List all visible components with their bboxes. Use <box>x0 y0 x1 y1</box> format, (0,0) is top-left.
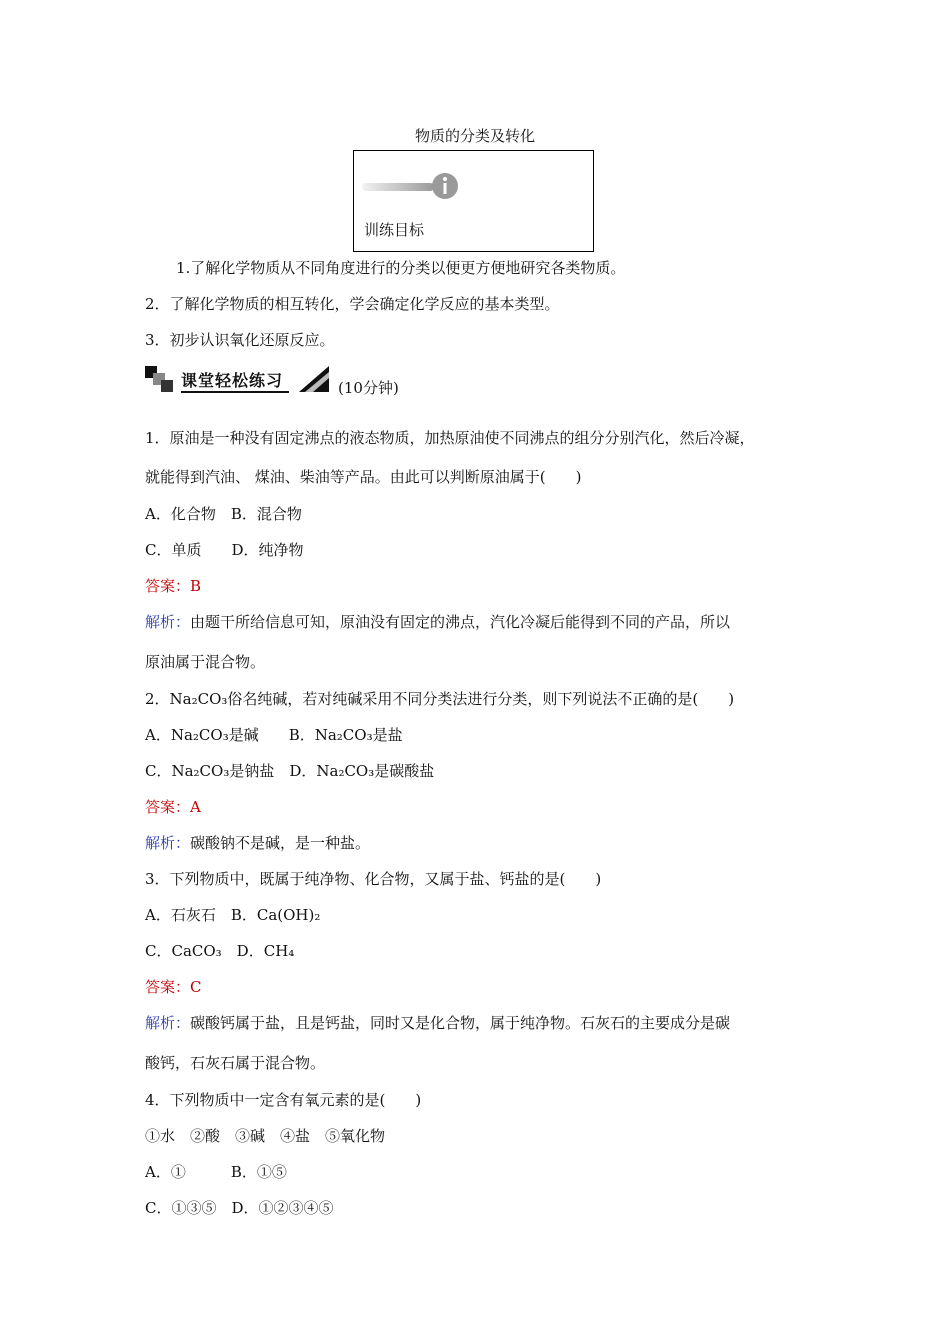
goal-banner-bar <box>362 183 434 191</box>
q1-answer <box>145 576 201 596</box>
q1-stem-line1: 1．原油是一种没有固定沸点的液态物质，加热原油使不同沸点的组分分别汽化，然后冷凝， <box>145 429 755 447</box>
square-decoration-icon <box>161 380 173 392</box>
q3-options-ab: A．石灰石 B．Ca(OH)₂ <box>145 906 321 924</box>
explain-label: 解析： <box>145 834 191 852</box>
q1-stem-line2: 就能得到汽油、 煤油、柴油等产品。由此可以判断原油属于( ) <box>145 468 582 486</box>
q2-answer <box>145 797 201 817</box>
section-title: 课堂轻松练习 <box>181 368 289 393</box>
explain-label: 解析： <box>145 1014 191 1032</box>
q3-options-cd: C．CaCO₃ D．CH₄ <box>145 942 295 960</box>
q1-options-cd: C．单质 D．纯净物 <box>145 541 304 559</box>
goal-item-3: 3．初步认识氧化还原反应。 <box>145 331 335 349</box>
q3-stem: 3．下列物质中，既属于纯净物、化合物，又属于盐、钙盐的是( ) <box>145 870 602 888</box>
goals-label: 训练目标 <box>364 221 425 239</box>
answer-label: 答案： <box>145 798 191 816</box>
q4-options-ab: A．① B．①⑤ <box>145 1163 287 1181</box>
q2-stem: 2．Na₂CO₃俗名纯碱，若对纯碱采用不同分类法进行分类，则下列说法不正确的是( ) <box>145 690 735 708</box>
q1-answer-value: B <box>190 577 202 595</box>
q2-options-ab: A．Na₂CO₃是碱 B．Na₂CO₃是盐 <box>145 726 403 744</box>
q3-explanation-line2: 酸钙，石灰石属于混合物。 <box>145 1054 326 1072</box>
answer-label: 答案： <box>145 577 191 595</box>
q1-explanation-line2: 原油属于混合物。 <box>145 653 266 671</box>
q2-explanation <box>145 833 370 853</box>
q2-options-cd: C．Na₂CO₃是钠盐 D．Na₂CO₃是碳酸盐 <box>145 762 435 780</box>
q1-explanation <box>145 612 730 632</box>
answer-label: 答案： <box>145 978 191 996</box>
goal-item-1: 1.了解化学物质从不同角度进行的分类以便更方便地研究各类物质。 <box>176 259 626 277</box>
q4-stem: 4．下列物质中一定含有氧元素的是( ) <box>145 1091 422 1109</box>
section-header <box>145 364 345 398</box>
q2-explanation-text: 碳酸钠不是碱，是一种盐。 <box>190 834 371 852</box>
q4-items: ①水 ②酸 ③碱 ④盐 ⑤氧化物 <box>145 1127 386 1145</box>
q1-options-ab: A．化合物 B．混合物 <box>145 505 302 523</box>
page-title: 物质的分类及转化 <box>414 127 535 145</box>
q3-explanation-text1: 碳酸钙属于盐，且是钙盐，同时又是化合物，属于纯净物。石灰石的主要成分是碳 <box>190 1014 731 1032</box>
q4-options-cd: C．①③⑤ D．①②③④⑤ <box>145 1199 334 1217</box>
triangle-decoration-icon <box>297 364 331 394</box>
goal-item-2: 2．了解化学物质的相互转化，学会确定化学反应的基本类型。 <box>145 295 560 313</box>
q1-explanation-text1: 由题干所给信息可知，原油没有固定的沸点，汽化冷凝后能得到不同的产品，所以 <box>190 613 731 631</box>
info-icon <box>430 171 460 201</box>
q3-answer <box>145 977 202 997</box>
goals-box <box>353 150 594 252</box>
explain-label: 解析： <box>145 613 191 631</box>
q2-answer-value: A <box>190 798 201 816</box>
section-time: (10分钟) <box>338 379 399 397</box>
q3-answer-value: C <box>190 978 202 996</box>
q3-explanation <box>145 1013 730 1033</box>
